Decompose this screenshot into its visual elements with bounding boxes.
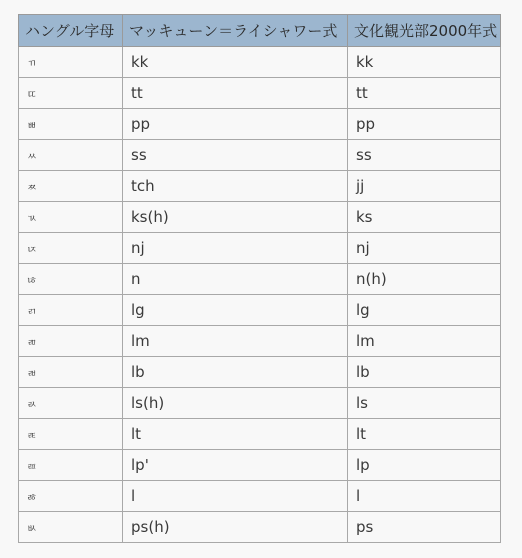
cell-revised-romanization: ls — [348, 388, 501, 419]
cell-revised-romanization: pp — [348, 109, 501, 140]
header-row — [19, 15, 501, 47]
cell-mccune-reischauer: lt — [123, 419, 348, 450]
header-hangul-letter: ハングル字母 — [19, 15, 123, 47]
table-row — [19, 140, 501, 171]
table-row — [19, 450, 501, 481]
cell-revised-romanization: nj — [348, 233, 501, 264]
cell-hangul-letter: ㅃ — [19, 109, 123, 140]
cell-hangul-letter: ㄵ — [19, 233, 123, 264]
table-header — [19, 15, 501, 47]
cell-revised-romanization: n(h) — [348, 264, 501, 295]
cell-mccune-reischauer: ss — [123, 140, 348, 171]
table-row — [19, 171, 501, 202]
table-row — [19, 326, 501, 357]
cell-revised-romanization: lb — [348, 357, 501, 388]
cell-revised-romanization: lp — [348, 450, 501, 481]
cell-hangul-letter: ㄾ — [19, 419, 123, 450]
cell-hangul-letter: ㄽ — [19, 388, 123, 419]
cell-revised-romanization: tt — [348, 78, 501, 109]
table-row — [19, 47, 501, 78]
cell-mccune-reischauer: ls(h) — [123, 388, 348, 419]
table-row — [19, 512, 501, 543]
cell-hangul-letter: ㅀ — [19, 481, 123, 512]
table-row — [19, 233, 501, 264]
cell-revised-romanization: lt — [348, 419, 501, 450]
cell-mccune-reischauer: l — [123, 481, 348, 512]
cell-revised-romanization: ss — [348, 140, 501, 171]
cell-hangul-letter: ㄶ — [19, 264, 123, 295]
table-row — [19, 264, 501, 295]
table-row — [19, 78, 501, 109]
cell-mccune-reischauer: lb — [123, 357, 348, 388]
table-row — [19, 419, 501, 450]
cell-revised-romanization: ps — [348, 512, 501, 543]
cell-hangul-letter: ㄲ — [19, 47, 123, 78]
cell-revised-romanization: l — [348, 481, 501, 512]
cell-hangul-letter: ㄼ — [19, 357, 123, 388]
cell-mccune-reischauer: nj — [123, 233, 348, 264]
cell-hangul-letter: ㄳ — [19, 202, 123, 233]
table-body — [19, 47, 501, 543]
table-row — [19, 295, 501, 326]
cell-hangul-letter: ㅄ — [19, 512, 123, 543]
cell-mccune-reischauer: pp — [123, 109, 348, 140]
cell-revised-romanization: kk — [348, 47, 501, 78]
header-revised-romanization: 文化観光部2000年式 — [348, 15, 501, 47]
table-row — [19, 388, 501, 419]
cell-hangul-letter: ㄿ — [19, 450, 123, 481]
table-row — [19, 481, 501, 512]
cell-revised-romanization: lg — [348, 295, 501, 326]
cell-mccune-reischauer: tch — [123, 171, 348, 202]
cell-hangul-letter: ㅉ — [19, 171, 123, 202]
header-mccune-reischauer: マッキューン＝ライシャワー式 — [123, 15, 348, 47]
table-row — [19, 202, 501, 233]
cell-hangul-letter: ㅆ — [19, 140, 123, 171]
cell-mccune-reischauer: n — [123, 264, 348, 295]
cell-hangul-letter: ㄺ — [19, 295, 123, 326]
romanization-table — [18, 14, 501, 543]
cell-mccune-reischauer: lp' — [123, 450, 348, 481]
cell-mccune-reischauer: ps(h) — [123, 512, 348, 543]
cell-hangul-letter: ㄻ — [19, 326, 123, 357]
cell-mccune-reischauer: lg — [123, 295, 348, 326]
cell-revised-romanization: jj — [348, 171, 501, 202]
cell-mccune-reischauer: tt — [123, 78, 348, 109]
cell-mccune-reischauer: ks(h) — [123, 202, 348, 233]
cell-mccune-reischauer: kk — [123, 47, 348, 78]
cell-revised-romanization: ks — [348, 202, 501, 233]
table-row — [19, 109, 501, 140]
cell-hangul-letter: ㄸ — [19, 78, 123, 109]
table-row — [19, 357, 501, 388]
cell-mccune-reischauer: lm — [123, 326, 348, 357]
cell-revised-romanization: lm — [348, 326, 501, 357]
